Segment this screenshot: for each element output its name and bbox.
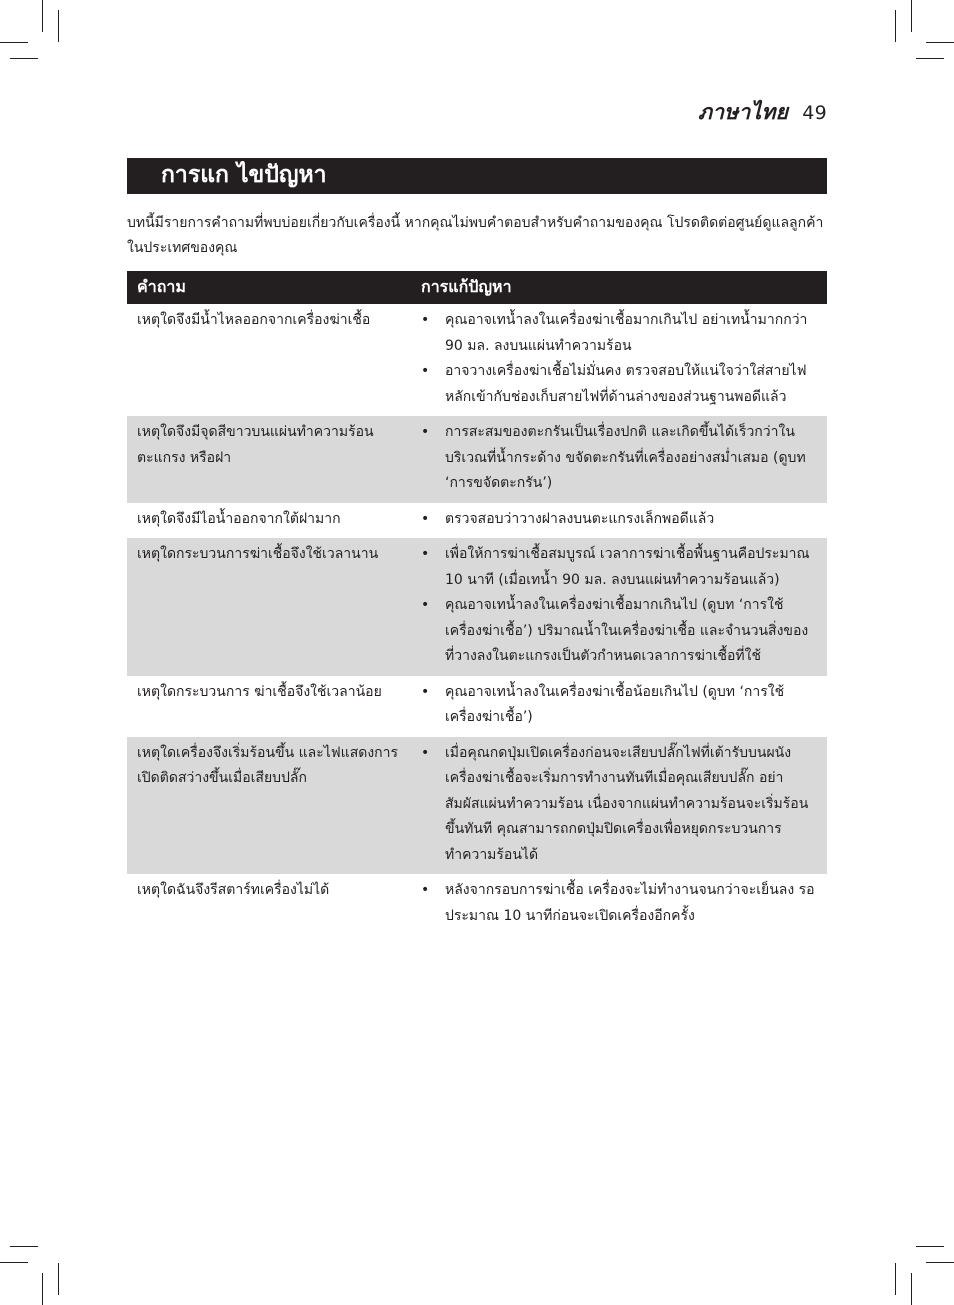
crop-mark <box>911 0 912 32</box>
header-question: คำถาม <box>127 271 411 304</box>
page-number: 49 <box>802 102 827 124</box>
question-cell: เหตุใดฉันจึงรีสตาร์ทเครื่องไม่ได้ <box>137 882 330 898</box>
question-cell: เหตุใดกระบวนการฆ่าเชื้อจึงใช้เวลานาน <box>127 538 411 676</box>
crop-mark <box>42 0 43 32</box>
crop-mark <box>58 1263 59 1295</box>
question-cell: เหตุใดจึงมีน้ำไหลออกจากเครื่องฆ่าเชื้อ <box>137 312 371 328</box>
list-item: • คุณอาจเทน้ำลงในเครื่องฆ่าเชื้อมากเกินไป (ดูบท ‘การใช้เครื่องฆ่าเชื้อ’) ปริมาณน้ำในเครื่องฆ่าเชื้อ และจำนวนสิ่งของที่วางลงในตะแกรงเป็นตัวกำหนดเวลาการฆ่าเชื้อที่ใช้ <box>421 593 817 670</box>
crop-mark <box>0 1262 28 1263</box>
table-row <box>127 538 827 676</box>
list-item: • เมื่อคุณกดปุ่มเปิดเครื่องก่อนจะเสียบปลั๊กไฟที่เต้ารับบนผนัง เครื่องฆ่าเชื้อจะเริ่มการทำงานทันทีเมื่อคุณเสียบปลั๊ก อย่าสัมผัสแผ่นทำความร้อน เนื่องจากแผ่นทำความร้อนจะเริ่มร้อนขึ้นทันที คุณสามารถกดปุ่มปิดเครื่องเพื่อหยุดกระบวนการทำความร้อนได้ <box>421 741 817 869</box>
crop-mark <box>916 58 944 59</box>
solution-cell <box>411 874 827 935</box>
table-row <box>127 503 827 539</box>
solution-list <box>421 878 817 929</box>
list-item: • อาจวางเครื่องฆ่าเชื้อไม่มั่นคง ตรวจสอบให้แน่ใจว่าใส่สายไฟหลักเข้ากับช่องเก็บสายไฟที่ด้านล่างของส่วนฐานพอดีแล้ว <box>421 359 817 410</box>
solution-list <box>421 420 817 497</box>
solution-list <box>421 680 817 731</box>
crop-mark <box>926 1262 954 1263</box>
header-solution: การแก้ปัญหา <box>411 271 827 304</box>
crop-mark <box>926 42 954 43</box>
solution-cell <box>411 737 827 875</box>
page-header <box>698 96 827 129</box>
crop-mark <box>895 1263 896 1295</box>
table-row <box>127 874 827 935</box>
solution-cell <box>411 304 827 416</box>
table-row <box>127 737 827 875</box>
question-cell: เหตุใดจึงมีไอน้ำออกจากใต้ฝามาก <box>137 510 341 527</box>
crop-mark <box>42 1273 43 1305</box>
question-cell: เหตุใดเครื่องจึงเริ่มร้อนขึ้น และไฟแสดงการเปิดติดสว่างขึ้นเมื่อเสียบปลั๊ก <box>127 737 411 875</box>
solution-cell <box>411 416 827 503</box>
crop-mark <box>895 10 896 42</box>
list-item: • คุณอาจเทน้ำลงในเครื่องฆ่าเชื้อน้อยเกินไป (ดูบท ‘การใช้เครื่องฆ่าเชื้อ’) <box>421 680 817 731</box>
solution-list <box>421 741 817 869</box>
table-row <box>127 304 827 416</box>
table-header-row <box>127 271 827 304</box>
table-row <box>127 416 827 503</box>
solution-list <box>421 308 817 410</box>
crop-mark <box>0 42 28 43</box>
solution-list <box>421 542 817 670</box>
table-body <box>127 304 827 935</box>
list-item: • ตรวจสอบว่าวางฝาลงบนตะแกรงเล็กพอดีแล้ว <box>421 507 817 533</box>
question-cell: เหตุใดจึงมีจุดสีขาวบนแผ่นทำความร้อน ตะแกรง หรือฝา <box>127 416 411 503</box>
solution-cell <box>411 538 827 676</box>
list-item: • หลังจากรอบการฆ่าเชื้อ เครื่องจะไม่ทำงานจนกว่าจะเย็นลง รอประมาณ 10 นาทีก่อนจะเปิดเครื่องอีกครั้ง <box>421 878 817 929</box>
solution-cell <box>411 676 827 737</box>
crop-mark <box>911 1273 912 1305</box>
language-label: ภาษาไทย <box>698 100 789 124</box>
list-item: • เพื่อให้การฆ่าเชื้อสมบูรณ์ เวลาการฆ่าเชื้อพื้นฐานคือประมาณ 10 นาที (เมื่อเทน้ำ 90 มล. ลงบนแผ่นทำความร้อนแล้ว) <box>421 542 817 593</box>
list-item: • คุณอาจเทน้ำลงในเครื่องฆ่าเชื้อมากเกินไป อย่าเทน้ำมากกว่า 90 มล. ลงบนแผ่นทำความร้อน <box>421 308 817 359</box>
list-item: • การสะสมของตะกรันเป็นเรื่องปกติ และเกิดขึ้นได้เร็วกว่าในบริเวณที่น้ำกระด้าง ขจัดตะกรันที่เครื่องอย่างสม่ำเสมอ (ดูบท ‘การขจัดตะกรัน’) <box>421 420 817 497</box>
crop-mark <box>916 1246 944 1247</box>
solution-cell <box>411 503 827 539</box>
crop-mark <box>10 58 38 59</box>
section-title: การแก ไขปัญหา <box>127 158 827 194</box>
crop-mark <box>58 10 59 42</box>
intro-paragraph: บทนี้มีรายการคำถามที่พบบ่อยเกี่ยวกับเครื่องนี้ หากคุณไม่พบคำตอบสำหรับคำถามของคุณ โปรดติดต่อศูนย์ดูแลลูกค้าในประเทศของคุณ <box>127 215 824 256</box>
crop-mark <box>10 1246 38 1247</box>
solution-list <box>421 507 817 533</box>
question-cell: เหตุใดกระบวนการ ฆ่าเชื้อจึงใช้เวลาน้อย <box>137 683 382 700</box>
table-row <box>127 676 827 737</box>
troubleshooting-table <box>127 271 827 935</box>
